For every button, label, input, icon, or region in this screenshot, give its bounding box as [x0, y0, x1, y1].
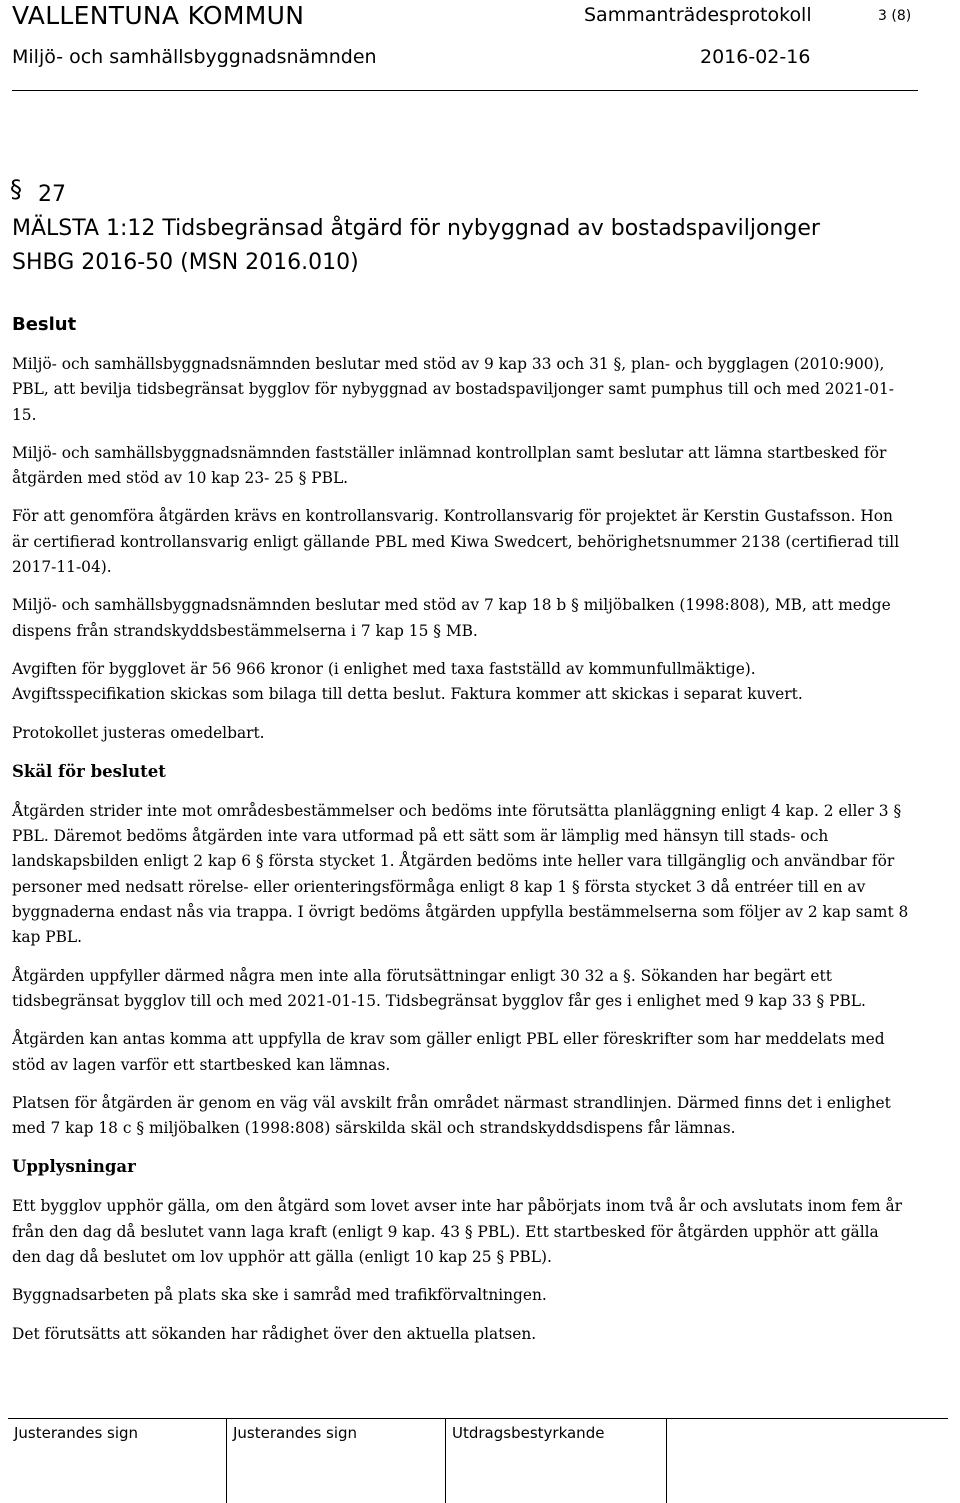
- organization-name: VALLENTUNA KOMMUN: [12, 1, 305, 30]
- upplysningar-paragraph: Det förutsätts att sökanden har rådighet över den aktuella platsen.: [12, 1324, 537, 1343]
- upplysningar-heading: Upplysningar: [12, 1157, 136, 1177]
- signature-label: Justerandes sign: [14, 1424, 139, 1442]
- upplysningar-paragraph: Byggnadsarbeten på plats ska ske i samråd med trafikförvaltningen.: [12, 1286, 547, 1305]
- document-body: [12, 312, 912, 1360]
- beslut-paragraph: Miljö- och samhällsbyggnadsnämnden beslutar med stöd av 7 kap 18 b § miljöbalken (1998:808), MB, att medge dispens från strandskyddsbestämmelserna i 7 kap 15 § MB.: [12, 596, 891, 640]
- certification-label: Utdragsbestyrkande: [452, 1424, 605, 1442]
- beslut-paragraph: Protokollet justeras omedelbart.: [12, 723, 265, 742]
- skal-paragraph: Åtgärden uppfyller därmed några men inte alla förutsättningar enligt 30 32 a §. Sökanden har begärt ett tidsbegränsat bygglov till och med 2021-01-15. Tidsbegränsat bygglov får ges i enlighet med 9 kap 33 § PBL.: [12, 966, 866, 1010]
- beslut-paragraph: Miljö- och samhällsbyggnadsnämnden fastställer inlämnad kontrollplan samt beslutar att lämna startbesked för åtgärden med stöd av 10 kap 23- 25 § PBL.: [12, 443, 887, 488]
- certification-cell: [446, 1419, 667, 1503]
- page-number: 3 (8): [878, 8, 912, 24]
- beslut-heading: Beslut: [12, 314, 77, 335]
- item-title-line2: SHBG 2016-50 (MSN 2016.010): [12, 250, 359, 275]
- item-number: 27: [38, 182, 66, 207]
- beslut-paragraph: Miljö- och samhällsbyggnadsnämnden beslutar med stöd av 9 kap 33 och 31 §, plan- och bygglagen (2010:900), PBL, att bevilja tidsbegränsat bygglov för nybyggnad av bostadspaviljonger samt pumphus till och med 2021-01-15.: [12, 355, 894, 424]
- item-title-block: [10, 175, 942, 280]
- skal-paragraph: Åtgärden strider inte mot områdesbestämmelser och bedöms inte förutsätta planläggning enligt 4 kap. 2 eller 3 § PBL. Däremot bedöms åtgärden inte vara utformad på ett sätt som är lämplig med hänsyn till stads- och landskapsbilden enligt 2 kap 6 § första stycket 1. Åtgärden bedöms inte heller vara tillgänglig och användbar för personer med nedsatt rörelse- eller orienteringsförmåga enligt 8 kap 1 § första stycket 3 då entréer till en av byggnaderna endast nås via trappa. I övrigt bedöms åtgärden uppfylla bestämmelserna som följer av 2 kap samt 8 kap PBL.: [12, 801, 909, 947]
- signature-table: [8, 1418, 948, 1503]
- signature-cell: [227, 1419, 446, 1503]
- document-type: Sammanträdesprotokoll: [584, 4, 812, 26]
- paragraph-sign: §: [10, 175, 22, 203]
- skal-paragraph: Åtgärden kan antas komma att uppfylla de krav som gäller enligt PBL eller föreskrifter som har meddelats med stöd av lagen varför ett startbesked kan lämnas.: [12, 1030, 885, 1074]
- header-divider: [12, 90, 918, 91]
- committee-name: Miljö- och samhällsbyggnadsnämnden: [12, 46, 377, 68]
- signature-label: Justerandes sign: [233, 1424, 358, 1442]
- beslut-paragraph: Avgiften för bygglovet är 56 966 kronor (i enlighet med taxa fastställd av kommunfullmäktige). Avgiftsspecifikation skickas som bilaga till detta beslut. Faktura kommer att skickas i separat kuvert.: [12, 659, 803, 704]
- skal-heading: Skäl för beslutet: [12, 761, 166, 781]
- meeting-date: 2016-02-16: [700, 46, 811, 68]
- beslut-paragraph: För att genomföra åtgärden krävs en kontrollansvarig. Kontrollansvarig för projektet är Kerstin Gustafsson. Hon är certifierad kontrollansvarig enligt gällande PBL med Kiwa Swedcert, behörighetsnummer 2138 (certifierad till 2017-11-04).: [12, 507, 900, 577]
- item-title-line1: MÄLSTA 1:12 Tidsbegränsad åtgärd för nybyggnad av bostadspaviljonger: [12, 216, 820, 241]
- signature-cell: [8, 1419, 227, 1503]
- skal-paragraph: Platsen för åtgärden är genom en väg väl avskilt från området närmast strandlinjen. Därmed finns det i enlighet med 7 kap 18 c § miljöbalken (1998:808) särskilda skäl och strandskyddsdispens får lämnas.: [12, 1093, 891, 1138]
- upplysningar-paragraph: Ett bygglov upphör gälla, om den åtgärd som lovet avser inte har påbörjats inom två år och avslutats inom fem år från den dag då beslutet vann laga kraft (enligt 9 kap. 43 § PBL). Ett startbesked för åtgärden upphör att gälla den dag då beslutet om lov upphör att gälla (enligt 10 kap 25 § PBL).: [12, 1197, 903, 1267]
